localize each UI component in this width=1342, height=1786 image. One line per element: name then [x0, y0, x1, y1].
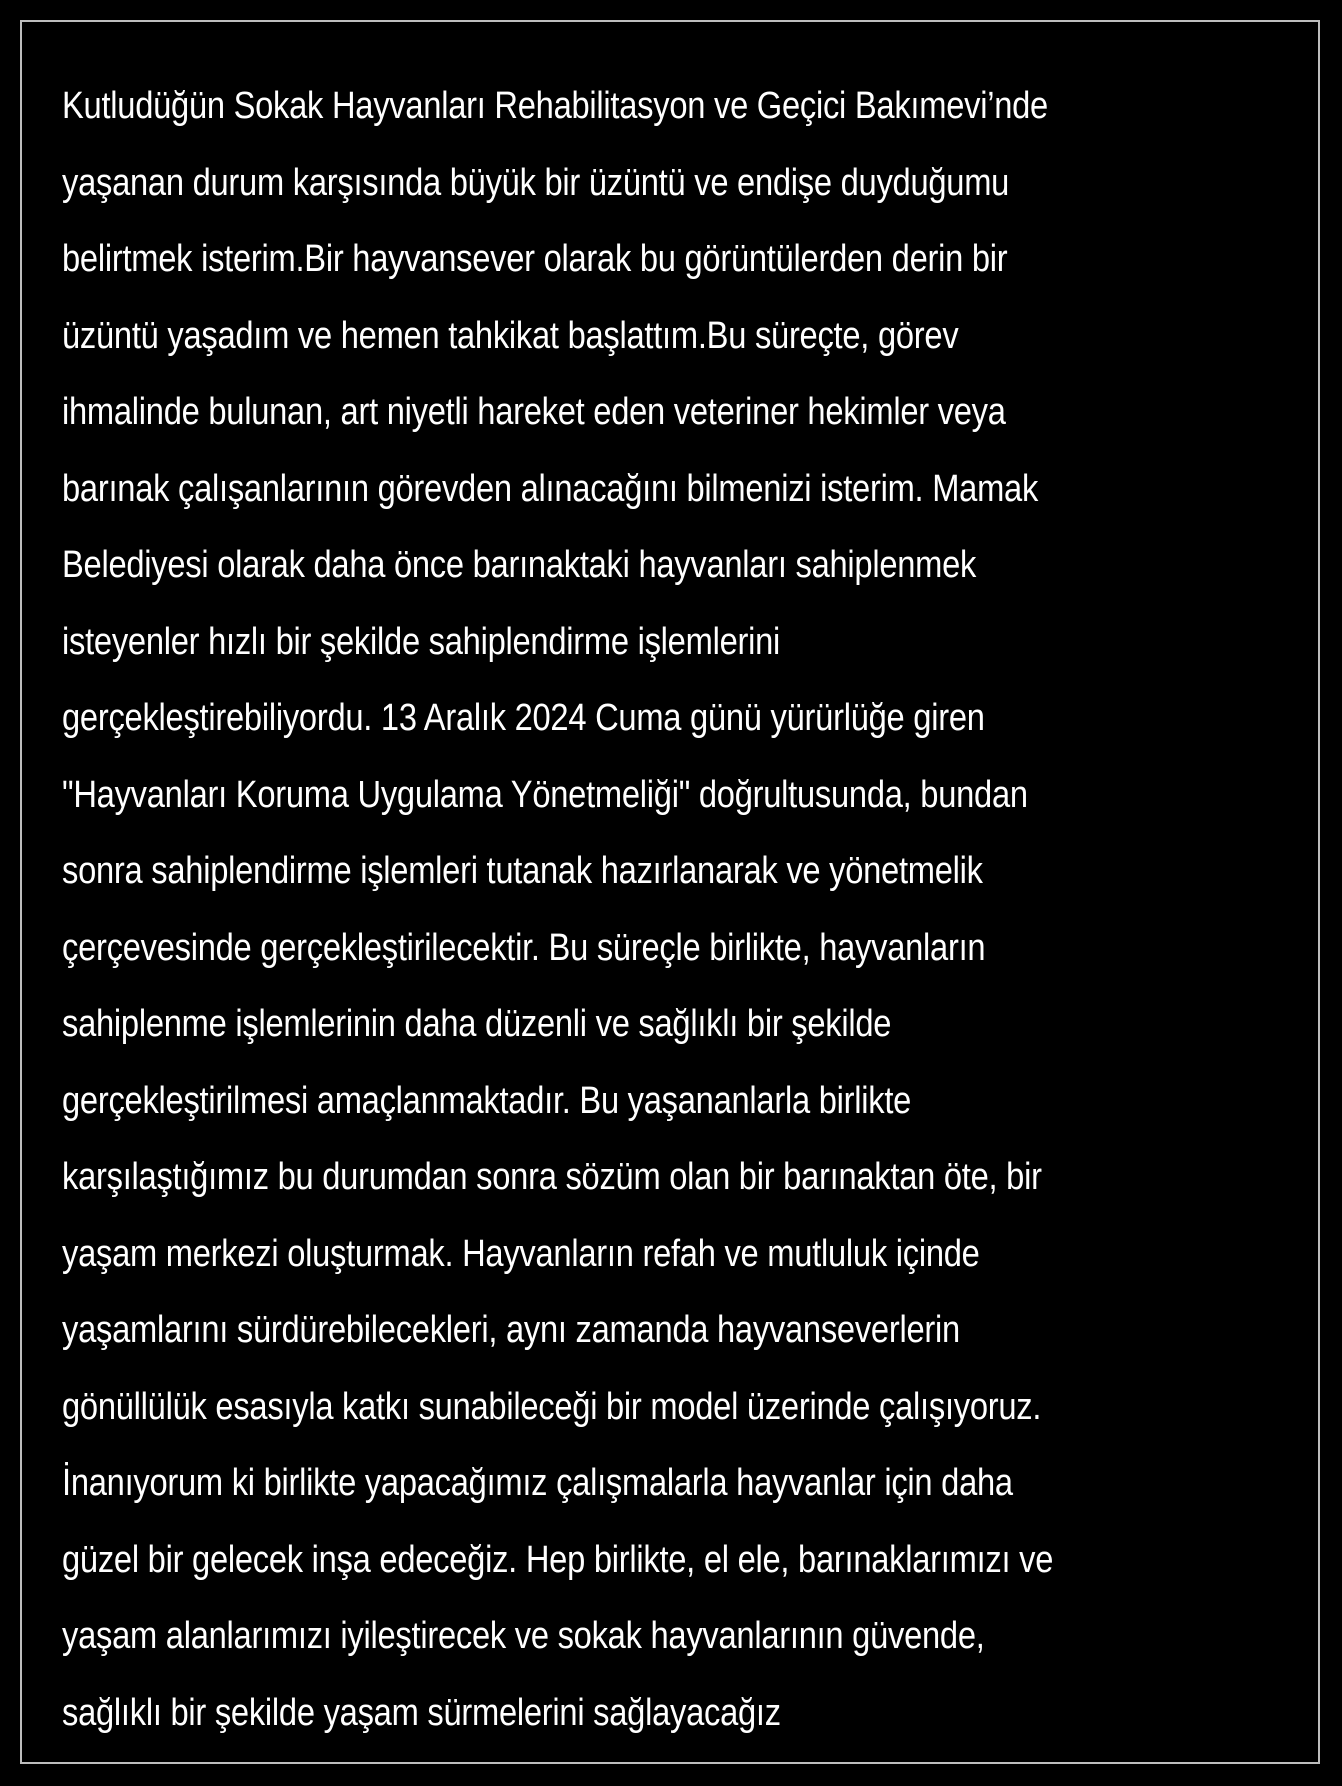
- statement-text: [62, 68, 1292, 1751]
- statement-line: sağlıklı bir şekilde yaşam sürmelerini sağlayacağız: [62, 1691, 781, 1734]
- statement-line: yaşam alanlarımızı iyileştirecek ve sokak hayvanlarının güvende,: [62, 1615, 985, 1657]
- statement-line: karşılaştığımız bu durumdan sonra sözüm olan bir barınaktan öte, bir: [62, 1156, 1042, 1198]
- statement-line: yaşam merkezi oluşturmak. Hayvanların refah ve mutluluk içinde: [62, 1232, 980, 1275]
- statement-line: üzüntü yaşadım ve hemen tahkikat başlattım.Bu süreçte, görev: [62, 314, 959, 357]
- statement-line: "Hayvanları Koruma Uygulama Yönetmeliği" doğrultusunda, bundan: [62, 773, 1028, 816]
- statement-line: yaşanan durum karşısında büyük bir üzüntü ve endişe duyduğumu: [62, 161, 1010, 204]
- statement-line: İnanıyorum ki birlikte yapacağımız çalışmalarla hayvanlar için daha: [62, 1462, 1013, 1504]
- statement-line: isteyenler hızlı bir şekilde sahiplendirme işlemlerini: [62, 620, 781, 663]
- statement-line: Kutludüğün Sokak Hayvanları Rehabilitasyon ve Geçici Bakımevi’nde: [62, 85, 1048, 127]
- statement-line: sahiplenme işlemlerinin daha düzenli ve sağlıklı bir şekilde: [62, 1003, 892, 1045]
- statement-line: çerçevesinde gerçekleştirilecektir. Bu süreçle birlikte, hayvanların: [62, 926, 986, 969]
- statement-line: gerçekleştirebiliyordu. 13 Aralık 2024 Cuma günü yürürlüğe giren: [62, 697, 985, 739]
- statement-line: güzel bir gelecek inşa edeceğiz. Hep birlikte, el ele, barınaklarımızı ve: [62, 1538, 1054, 1581]
- statement-line: Belediyesi olarak daha önce barınaktaki hayvanları sahiplenmek: [62, 544, 977, 586]
- statement-line: belirtmek isterim.Bir hayvansever olarak bu görüntülerden derin bir: [62, 238, 1008, 280]
- statement-line: barınak çalışanlarının görevden alınacağını bilmenizi isterim. Mamak: [62, 467, 1039, 510]
- statement-line: sonra sahiplendirme işlemleri tutanak hazırlanarak ve yönetmelik: [62, 850, 983, 892]
- statement-line: gönüllülük esasıyla katkı sunabileceği bir model üzerinde çalışıyoruz.: [62, 1385, 1042, 1428]
- statement-line: yaşamlarını sürdürebilecekleri, aynı zamanda hayvanseverlerin: [62, 1309, 960, 1351]
- statement-line: ihmalinde bulunan, art niyetli hareket eden veteriner hekimler veya: [62, 391, 1006, 433]
- statement-line: gerçekleştirilmesi amaçlanmaktadır. Bu yaşananlarla birlikte: [62, 1079, 912, 1122]
